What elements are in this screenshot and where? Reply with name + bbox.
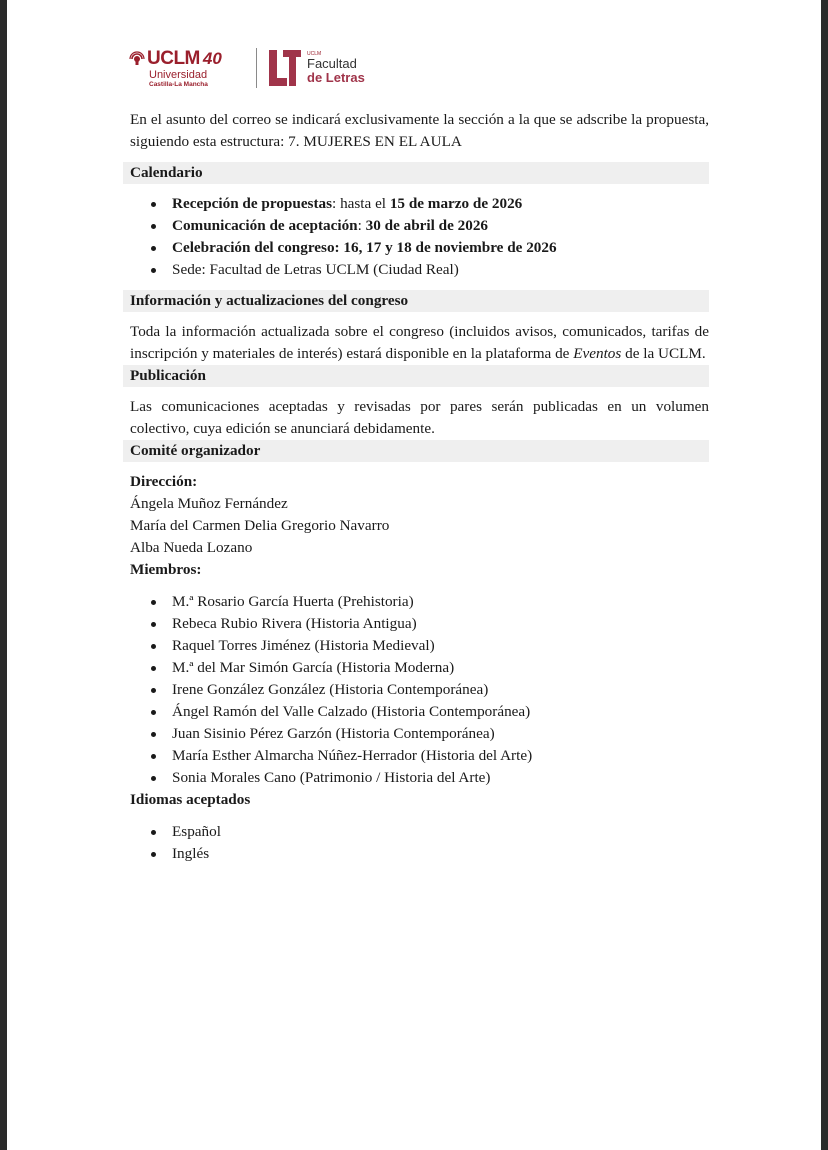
uclm-anniversary-mark: 40 — [202, 49, 222, 68]
list-item: Irene González González (Historia Contemporánea) — [151, 679, 709, 701]
list-item: Juan Sisinio Pérez Garzón (Historia Contemporánea) — [151, 723, 709, 745]
publicacion-paragraph: Las comunicaciones aceptadas y revisadas por pares serán publicadas en un volumen colectivo, cuya edición se anunciará debidamente. — [130, 398, 709, 437]
uclm-subtitle: Universidad — [149, 69, 208, 81]
list-item: Recepción de propuestas: hasta el 15 de marzo de 2026 — [151, 193, 709, 215]
calendario-list — [123, 193, 709, 281]
section-heading-publicacion: Publicación — [123, 365, 709, 387]
faculty-name-line2: de Letras — [307, 70, 365, 85]
uclm-region: Castilla-La Mancha — [149, 81, 208, 88]
list-item: Ángel Ramón del Valle Calzado (Historia Contemporánea) — [151, 701, 709, 723]
list-item: Sede: Facultad de Letras UCLM (Ciudad Real) — [151, 259, 709, 281]
section-heading-calendario: Calendario — [123, 162, 709, 184]
list-item: Raquel Torres Jiménez (Historia Medieval) — [151, 635, 709, 657]
informacion-paragraph: Toda la información actualizada sobre el congreso (incluidos avisos, comunicados, tarifas de inscripción y materiales de interés) estará disponible en la plataforma de Eventos de la UCLM. — [130, 323, 709, 362]
list-item: Celebración del congreso: 16, 17 y 18 de noviembre de 2026 — [151, 237, 709, 259]
document-page — [7, 0, 821, 1150]
list-item: Inglés — [151, 843, 709, 865]
uclm-wordmark: UCLM — [147, 48, 200, 69]
uclm-emblem-icon — [129, 51, 145, 67]
list-item: Sonia Morales Cano (Patrimonio / Historia del Arte) — [151, 767, 709, 789]
faculty-name-line1: Facultad — [307, 56, 357, 71]
faculty-logo-icon — [269, 50, 301, 86]
list-item: M.ª Rosario García Huerta (Prehistoria) — [151, 591, 709, 613]
direccion-member: Ángela Muñoz Fernández — [130, 495, 288, 512]
intro-paragraph: En el asunto del correo se indicará exclusivamente la sección a la que se adscribe la propuesta, siguiendo esta estructura: 7. MUJERES EN EL AULA — [130, 111, 709, 150]
idiomas-list — [123, 821, 709, 865]
uclm-logo — [129, 48, 247, 90]
miembros-label: Miembros: — [130, 561, 202, 578]
comite-block — [123, 471, 709, 581]
document-body — [123, 109, 709, 865]
direccion-member: María del Carmen Delia Gregorio Navarro — [130, 517, 390, 534]
direccion-member: Alba Nueda Lozano — [130, 539, 253, 556]
list-item: M.ª del Mar Simón García (Historia Moderna) — [151, 657, 709, 679]
list-item: Rebeca Rubio Rivera (Historia Antigua) — [151, 613, 709, 635]
list-item: Comunicación de aceptación: 30 de abril de 2026 — [151, 215, 709, 237]
section-heading-comite: Comité organizador — [123, 440, 709, 462]
faculty-small-label: UCLM — [307, 51, 322, 57]
section-heading-informacion: Información y actualizaciones del congreso — [123, 290, 709, 312]
header-logos — [129, 46, 429, 92]
idiomas-heading: Idiomas aceptados — [130, 791, 251, 808]
logo-divider — [256, 48, 257, 88]
list-item: María Esther Almarcha Núñez-Herrador (Historia del Arte) — [151, 745, 709, 767]
direccion-label: Dirección: — [130, 473, 198, 490]
list-item: Español — [151, 821, 709, 843]
miembros-list — [123, 591, 709, 789]
